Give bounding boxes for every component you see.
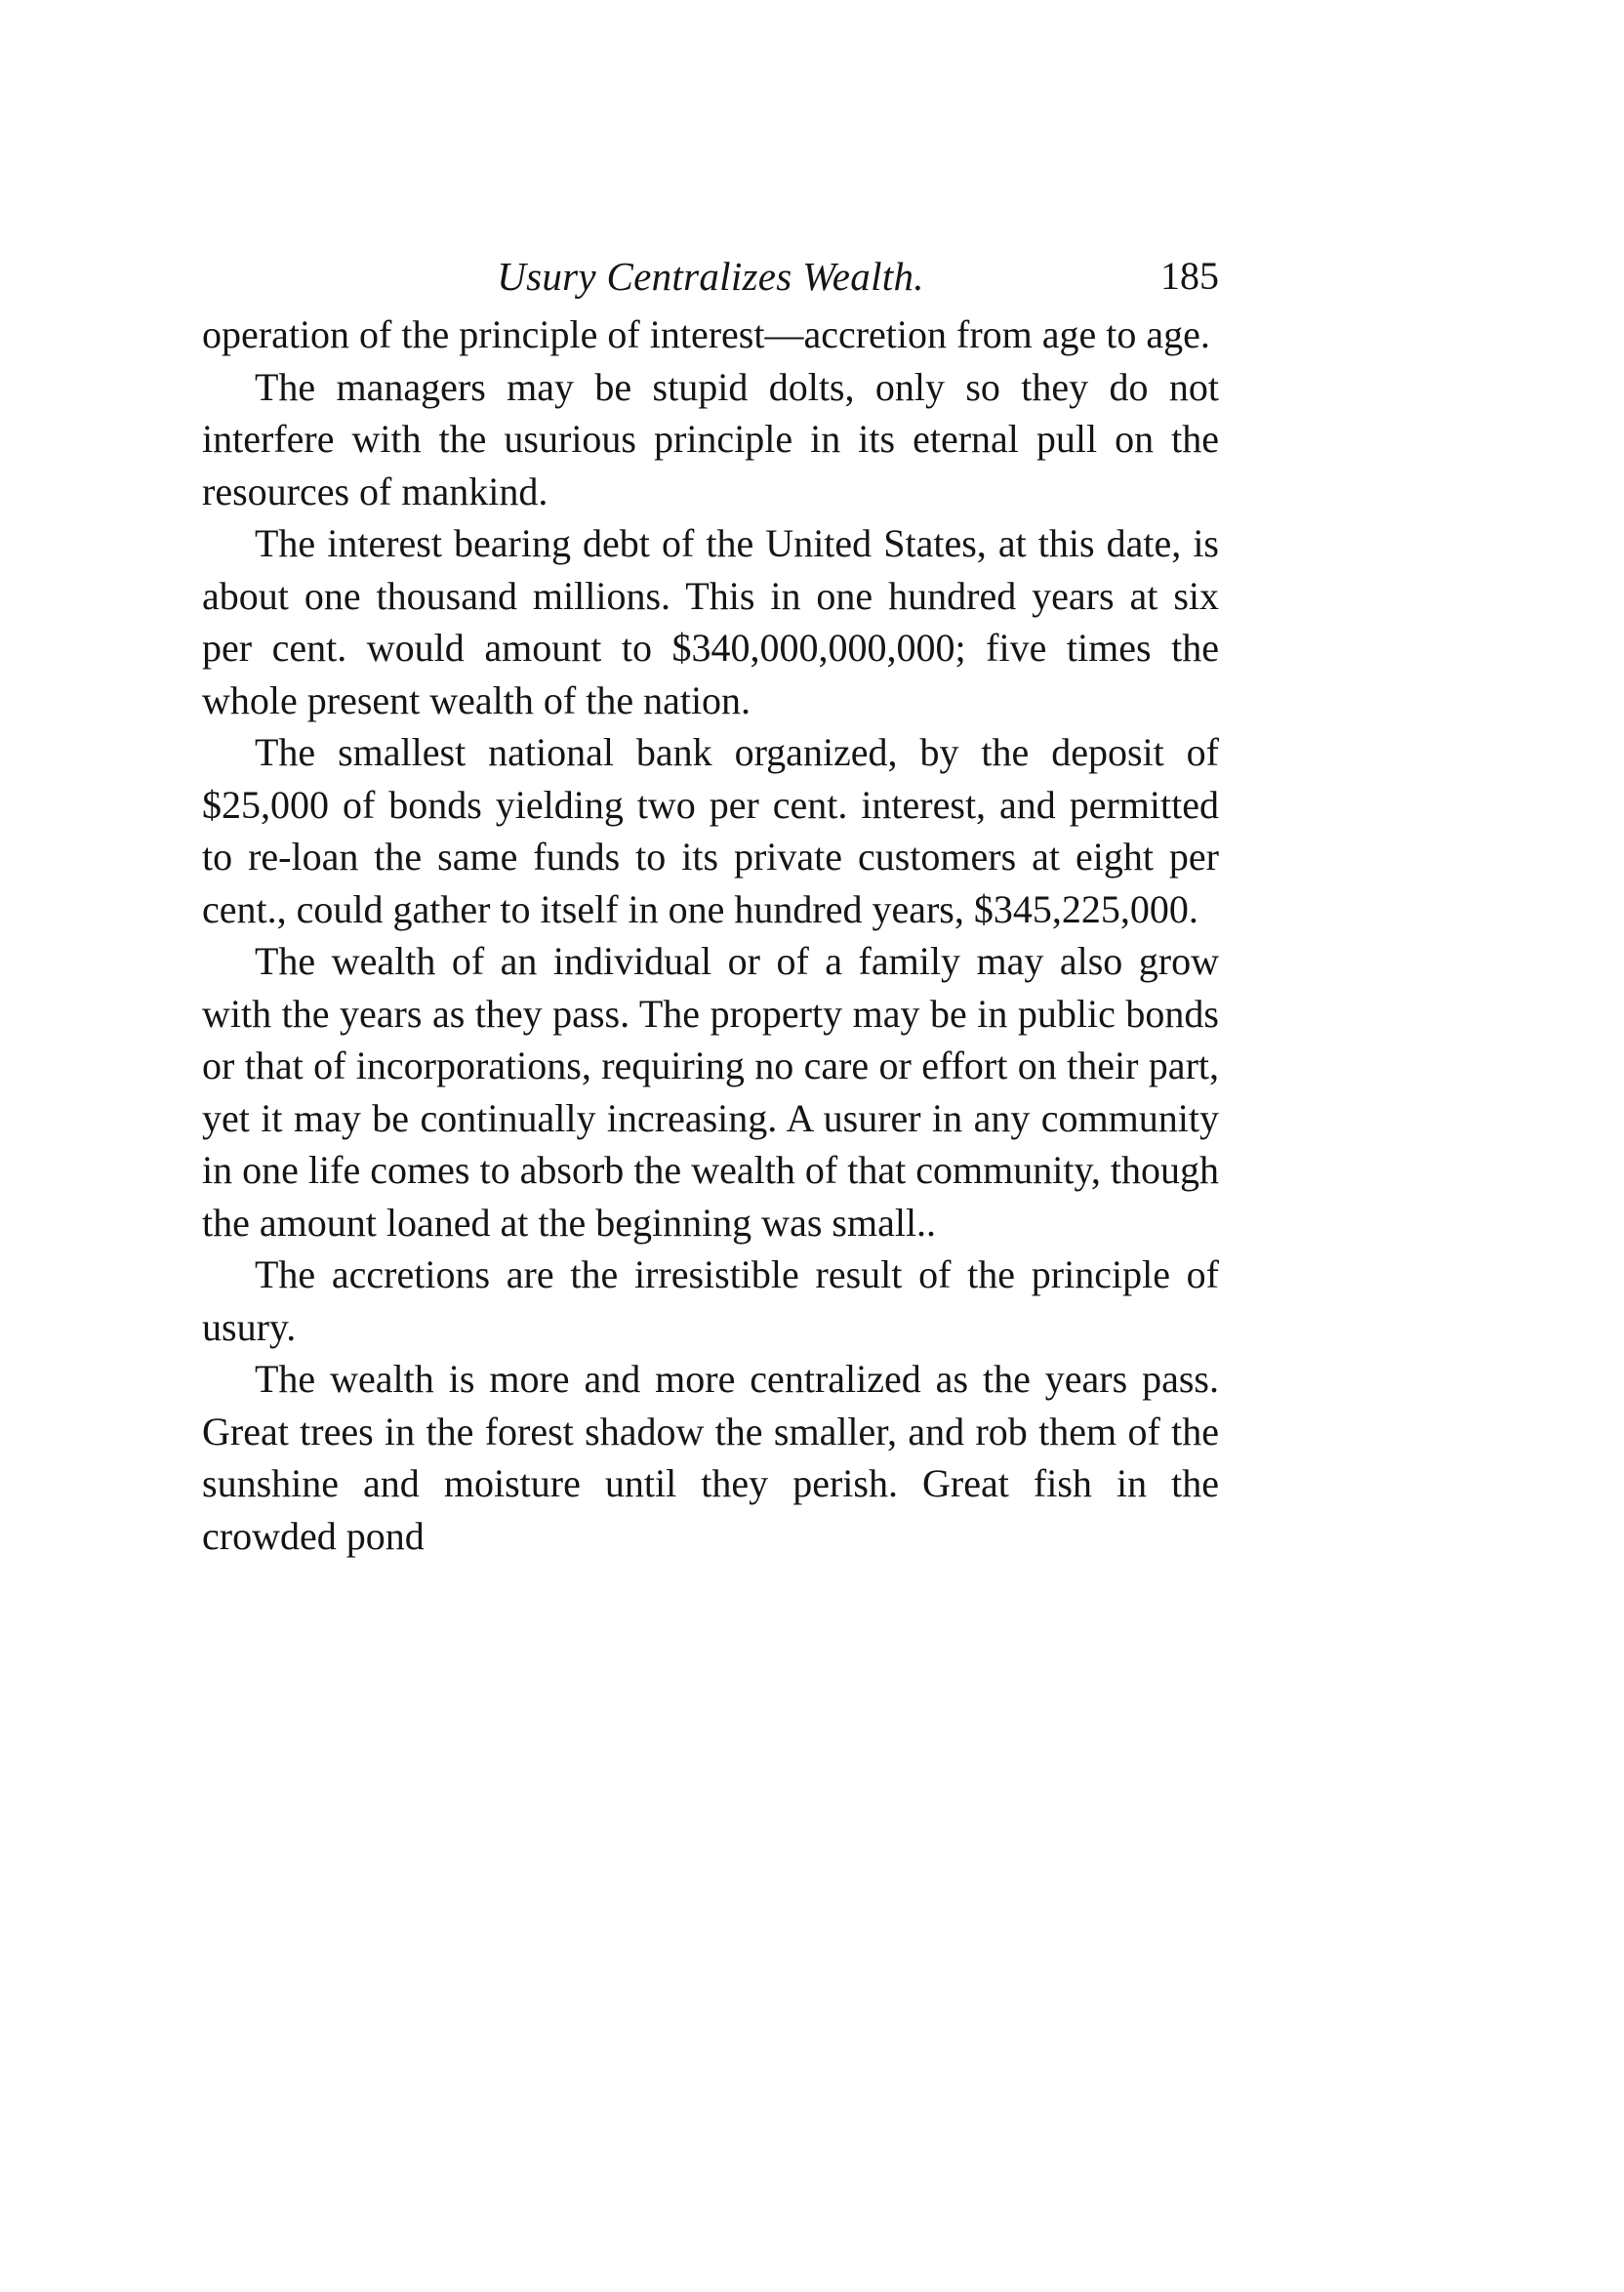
paragraph-accretions: The accretions are the irresistible result of the principle of usury. xyxy=(202,1252,1219,1349)
paragraph-national-bank: The smallest national bank organized, by the deposit of $25,000 of bonds yielding two per cent. interest, and permitted to re-loan the same funds to its private customers at eight per cent., could gather to itself in one hundred years, $345,225,000. xyxy=(202,730,1219,931)
paragraph-continued: operation of the principle of interest—accretion from age to age. xyxy=(202,312,1210,356)
paragraph-centralized-wealth: The wealth is more and more centralized as the years pass. Great trees in the forest shadow the smaller, and rob them of the sunshine and moisture until they perish. Great fish in the crowded pond xyxy=(202,1357,1219,1558)
running-title: Usury Centralizes Wealth. xyxy=(497,254,924,299)
paragraph-individual-wealth: The wealth of an individual or of a family may also grow with the years as they pass. The property may be in public bonds or that of incorporations, requiring no care or effort on their part, yet it may be continually increasing. A usurer in any community in one life comes to absorb the wealth of that community, though the amount loaned at the beginning was small.. xyxy=(202,939,1219,1245)
paragraph-managers: The managers may be stupid dolts, only so they do not interfere with the usurious principle in its eternal pull on the resources of mankind. xyxy=(202,364,1219,513)
paragraph-interest-debt: The interest bearing debt of the United States, at this date, is about one thousand millions. This in one hundred years at six per cent. would amount to $340,000,000,000; five times the whole present wealth of the nation. xyxy=(202,521,1219,722)
page-number: 185 xyxy=(1160,254,1219,298)
running-header xyxy=(202,242,1219,310)
body-text xyxy=(202,308,1219,1562)
